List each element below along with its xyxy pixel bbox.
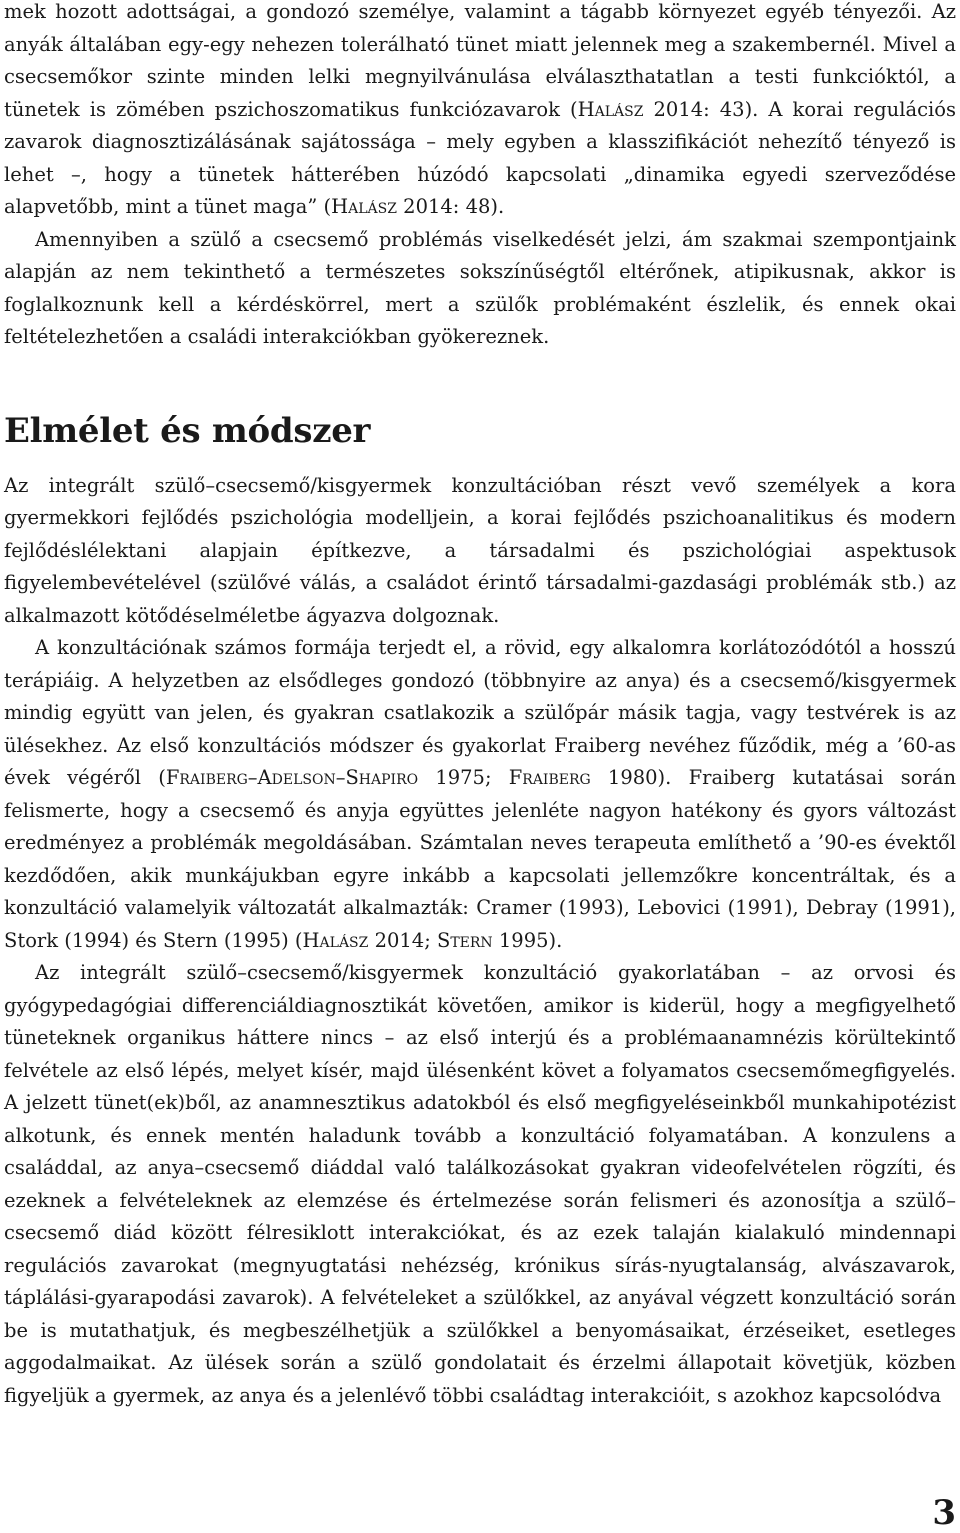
text-run: 1975; xyxy=(418,766,509,789)
text-run: 1995). xyxy=(492,928,563,952)
citation-author: Fraiberg xyxy=(508,766,591,789)
citation-author: Stern xyxy=(436,928,493,952)
citation-author: Fraiberg–Adelson–Shapiro xyxy=(165,766,419,789)
paragraph: Amennyiben a szülő a csecsemő problémás viselkedését jelzi, ám szakmai szempontjaink alapján az nem tekinthető a természetes sokszínűségtől eltérőnek, atipikusnak, akkor is foglalkoznunk kell a kérdéskörrel, mert a szülők problémaként észlelik, és ennek okai feltételezhetően a családi interakciókban gyökereznek. xyxy=(4,227,956,348)
text-run: A konzultációnak számos formája terjedt el, a rövid, egy alkalomra korlátozódótól a hosszú terápiáig. A helyzetben az elsődleges gondozó (többnyire az anya) és a csecsemő/kisgyermek mindig együtt van jelen, és gyakran csatlakozik a szülőpár másik tagja, vagy testvérek is az ülésekhez. Az első konzultációs módszer és gyakorlat Fraiberg nevéhez fűződik, még a ’60-as évek végéről ( xyxy=(4,636,956,789)
paragraph xyxy=(4,0,956,224)
text-run: 2014: 43). A korai regulációs zavarok diagnosztizálásának sajátossága – mely egyben a klasszifikációt nehezítő tényező is lehet –, hogy a tünetek hátterében húzódó kapcsolati „dinamika egyedi szerveződése alapvetőbb, mint a tünet maga” ( xyxy=(4,97,956,218)
section-heading: Elmélet és módszer xyxy=(4,410,371,451)
text-run: mek hozott adottságai, a gondozó személye, valamint a tágabb környezet egyéb tényezői. Az anyák általában egy-egy nehezen tolerálható tünet miatt jelennek meg a szakembernél. Mivel a csecsemőkor szinte minden lelki megnyilvánulása elválaszthatatlan a testi funkcióktól, a tünetek is zömében pszichoszomatikus funkciózavarok ( xyxy=(4,0,956,121)
section-body xyxy=(4,470,956,1413)
citation-author: Halász xyxy=(302,928,369,952)
paragraph: Az integrált szülő–csecsemő/kisgyermek konzultáció gyakorlatában – az orvosi és gyógypedagógiai differenciáldiagnosztikát követően, amikor is kiderül, hogy a megfigyelhető tüneteknek organikus háttere nincs – az első interjú és a problémaanamnézis körültekintő felvétele az első lépés, melyet kísér, majd ülésenként követ a folyamatos csecsemőmegfigyelés. A jelzett tünet(ek)ből, az anamnesztikus adatokból és első megfigyeléseinkből munkahipotézist alkotunk, és ennek mentén haladunk tovább a konzultáció folyamatában. A konzulens a családdal, az anya–csecsemő diáddal való találkozásokat gyakran videofelvételen rögzíti, és ezeknek a felvételeknek az elemzése és értelmezése során felismeri és azonosítja a szülő–csecsemő diád között félresiklott interakciókat, és az ezek talaján kialakuló mindennapi regulációs zavarokat (megnyugtatási nehézség, krónikus sírás-nyugtalanság, alvászavarok, táplálási-gyarapodási zavarok). A felvételeket a szülőkkel, az anyával végzett konzultáció során be is mutathatjuk, és megbeszélhetjük a szülőkkel a benyomásaikat, érzéseiket, esetleges aggodalmaikat. Az ülések során a szülő gondolatait és érzelmi állapotait követjük, közben figyeljük a gyermek, az anya és a jelenlévő többi családtag interakcióit, s azokhoz kapcsolódva xyxy=(4,961,956,1407)
text-run: 2014; xyxy=(368,928,437,952)
paragraph: Az integrált szülő–csecsemő/kisgyermek konzultációban részt vevő személyek a kora gyermekkori fejlődés pszichológia modelljein, a korai fejlődés pszichoanalitikus és modern fejlődéslélektani alapjain építkezve, a társadalmi és pszichológiai aspektusok figyelembevételével (szülővé válás, a családot érintő társadalmi-gazdasági problémák stb.) az alkalmazott kötődéselméletbe ágyazva dolgoznak. xyxy=(4,473,956,627)
text-run: 1980). Fraiberg kutatásai során felismerte, hogy a csecsemő és anyja együttes jelenléte nagyon hatékony és gyors változást eredményez a problémák megoldásában. Számtalan neves terapeuta említhető a ’90-es évektől kezdődően, akik munkájukban egyre inkább a kapcsolati jellemzőkre koncentráltak, és a konzultáció valamelyik változatát alkalmazták: Cramer (1993), Lebovici (1991), Debray (1991), Stork (1994) és Stern (1995) ( xyxy=(4,766,957,952)
document-page xyxy=(4,0,956,1412)
citation-author: Halász xyxy=(331,195,397,218)
text-run: 2014: 48). xyxy=(396,195,505,218)
page-number: 3 xyxy=(932,1493,956,1533)
citation-author: Halász xyxy=(577,97,644,121)
paragraph xyxy=(4,632,956,957)
continued-text xyxy=(4,0,956,354)
